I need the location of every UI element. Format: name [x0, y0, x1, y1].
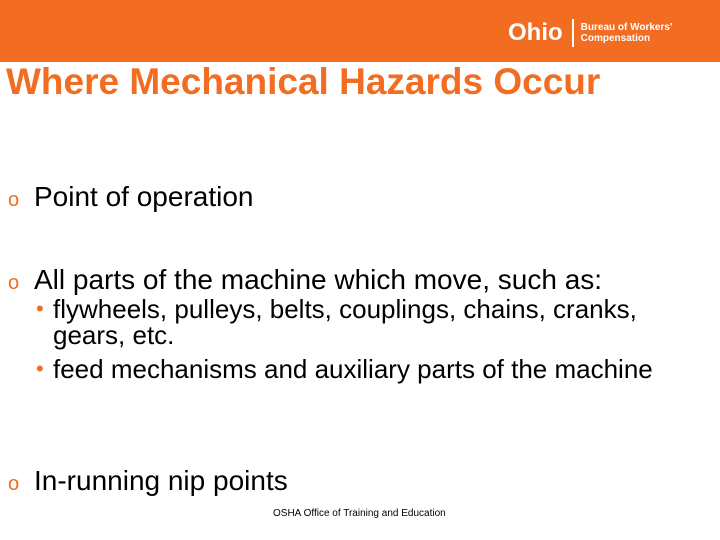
slide-title: Where Mechanical Hazards Occur — [6, 61, 601, 102]
hollow-bullet-icon: o — [8, 473, 20, 495]
sub-bullet-feed-mechanisms — [36, 356, 706, 382]
logo-subtitle-line-2: Compensation — [580, 33, 651, 44]
logo-subtitle — [581, 22, 673, 44]
logo-divider — [572, 19, 574, 47]
header-band — [0, 0, 720, 62]
dot-bullet-icon: • — [36, 356, 44, 381]
ohio-bwc-logo — [508, 16, 672, 50]
moving-parts-sub-list — [36, 296, 706, 382]
bullet-text: In-running nip points — [34, 465, 288, 496]
bullet-moving-parts — [8, 264, 602, 296]
dot-bullet-icon: • — [36, 296, 44, 321]
footer-note: OSHA Office of Training and Education — [273, 508, 446, 519]
hollow-bullet-icon: o — [8, 272, 20, 294]
hollow-bullet-icon: o — [8, 189, 20, 211]
sub-bullet-text: feed mechanisms and auxiliary parts of the machine — [53, 354, 653, 384]
sub-bullet-flywheels — [36, 296, 706, 348]
bullet-nip-points — [8, 465, 288, 497]
bullet-point-of-operation — [8, 181, 254, 213]
logo-subtitle-line-1: Bureau of Workers' — [580, 22, 673, 33]
bullet-text: All parts of the machine which move, such as: — [34, 264, 603, 295]
bullet-text: Point of operation — [34, 181, 254, 212]
sub-bullet-text: flywheels, pulleys, belts, couplings, chains, cranks, gears, etc. — [53, 294, 637, 350]
logo-wordmark: Ohio — [508, 19, 563, 46]
